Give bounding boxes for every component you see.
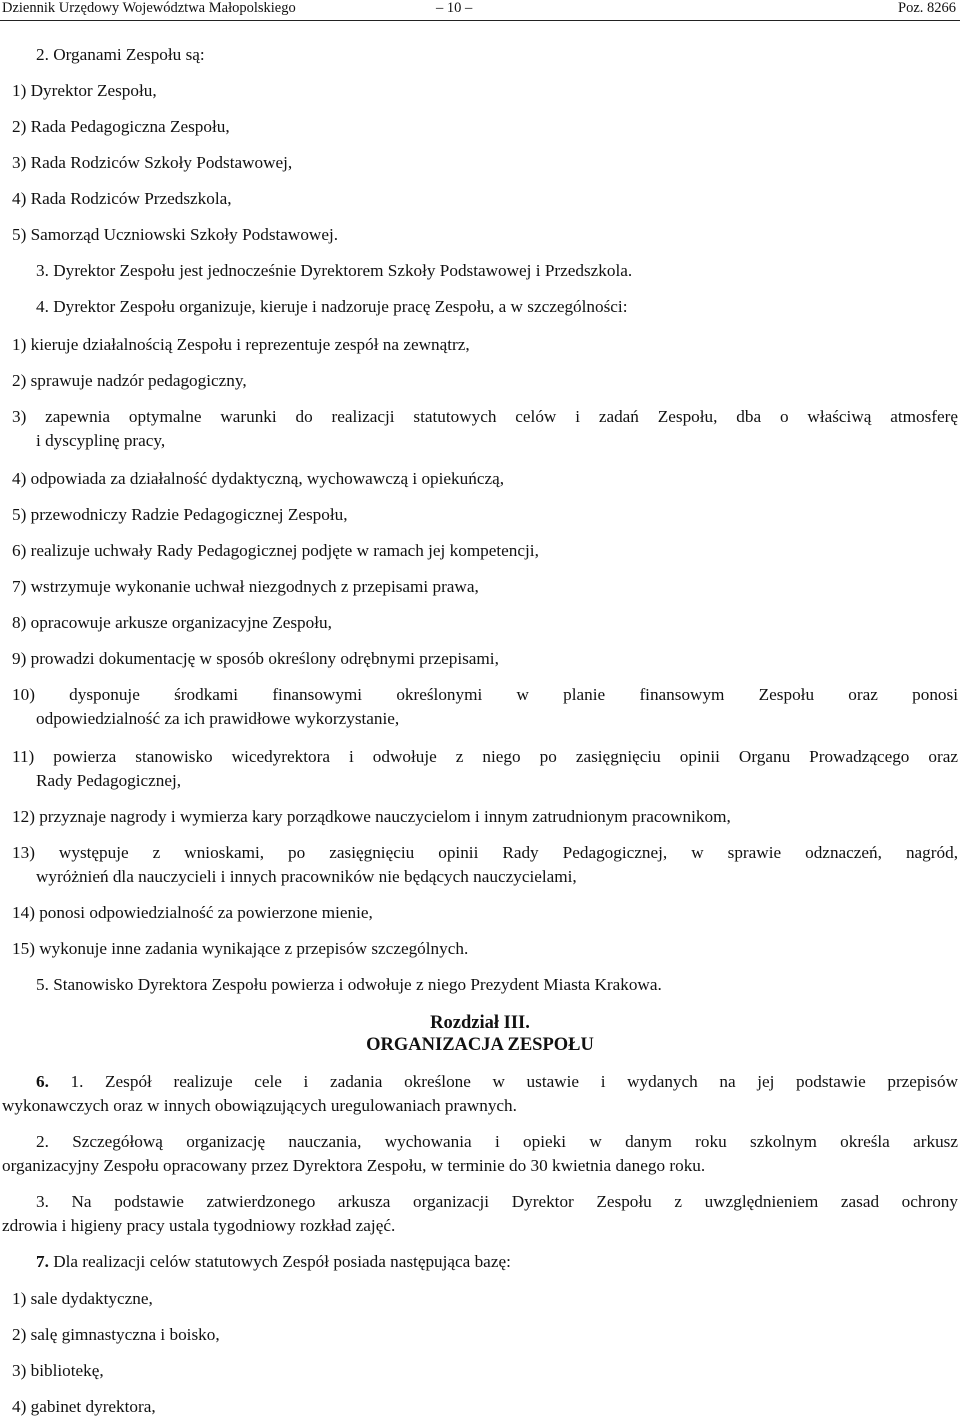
section-7-intro-line	[36, 1250, 511, 1274]
list-item-continuation: i dyscyplinę pracy,	[36, 431, 166, 450]
section-6-par-2-line: 2. Szczegółową organizację nauczania, wychowania i opieki w danym roku szkolnym określa arkusz	[36, 1132, 958, 1151]
section-6-par-3-line: 3. Na podstawie zatwierdzonego arkusza organizacji Dyrektor Zespołu z uwzględnieniem zasad ochrony	[36, 1192, 958, 1211]
list-item: 3) bibliotekę,	[12, 1361, 104, 1380]
paragraph-2-intro: 2. Organami Zespołu są:	[36, 45, 205, 64]
list-item: 8) opracowuje arkusze organizacyjne Zespołu,	[12, 613, 332, 632]
section-6-par-3-continuation: zdrowia i higieny pracy ustala tygodniowy rozkład zajęć.	[2, 1216, 396, 1235]
section-6-par-1-line	[36, 1070, 958, 1094]
paragraph-5: 5. Stanowisko Dyrektora Zespołu powierza i odwołuje z niego Prezydent Miasta Krakowa.	[36, 975, 662, 994]
list-item: 9) prowadzi dokumentację w sposób określony odrębnymi przepisami,	[12, 649, 499, 668]
list-item: 5) Samorząd Uczniowski Szkoły Podstawowej.	[12, 225, 339, 244]
page-header	[0, 0, 960, 21]
list-item: 3) Rada Rodziców Szkoły Podstawowej,	[12, 153, 293, 172]
paragraph-4-intro: 4. Dyrektor Zespołu organizuje, kieruje i nadzoruje pracę Zespołu, a w szczególności:	[36, 297, 628, 316]
position-number: Poz. 8266	[898, 0, 956, 16]
list-item-line: 13) występuje z wnioskami, po zasięgnięciu opinii Rady Pedagogicznej, w sprawie odznaczeń, nagród,	[12, 843, 958, 862]
list-item: 6) realizuje uchwały Rady Pedagogicznej podjęte w ramach jej kompetencji,	[12, 541, 539, 560]
list-item: 2) salę gimnastyczna i boisko,	[12, 1325, 220, 1344]
chapter-label: Rozdział III.	[430, 1013, 530, 1033]
list-item: 5) przewodniczy Radzie Pedagogicznej Zespołu,	[12, 505, 348, 524]
journal-title: Dziennik Urzędowy Województwa Małopolskiego	[2, 0, 296, 16]
list-item: 1) kieruje działalnością Zespołu i reprezentuje zespół na zewnątrz,	[12, 335, 470, 354]
list-item: 1) sale dydaktyczne,	[12, 1289, 153, 1308]
list-item: 4) gabinet dyrektora,	[12, 1397, 156, 1416]
list-item: 15) wykonuje inne zadania wynikające z przepisów szczególnych.	[12, 939, 469, 958]
section-7-intro: Dla realizacji celów statutowych Zespół posiada następująca bazę:	[53, 1252, 511, 1271]
section-6-par-2-continuation: organizacyjny Zespołu opracowany przez Dyrektora Zespołu, w terminie do 30 kwietnia danego roku.	[2, 1156, 706, 1175]
list-item: 1) Dyrektor Zespołu,	[12, 81, 157, 100]
list-item: 12) przyznaje nagrody i wymierza kary porządkowe nauczycielom i innym zatrudnionym pracownikom,	[12, 807, 731, 826]
list-item-line: 11) powierza stanowisko wicedyrektora i odwołuje z niego po zasięgnięciu opinii Organu Prowadzącego oraz	[12, 747, 958, 766]
list-item: 4) Rada Rodziców Przedszkola,	[12, 189, 232, 208]
paragraph-3: 3. Dyrektor Zespołu jest jednocześnie Dyrektorem Szkoły Podstawowej i Przedszkola.	[36, 261, 633, 280]
list-item-line: 10) dysponuje środkami finansowymi określonymi w planie finansowym Zespołu oraz ponosi	[12, 685, 958, 704]
list-item-continuation: odpowiedzialność za ich prawidłowe wykorzystanie,	[36, 709, 400, 728]
list-item: 2) sprawuje nadzór pedagogiczny,	[12, 371, 247, 390]
list-item: 2) Rada Pedagogiczna Zespołu,	[12, 117, 230, 136]
section-number: 6.	[36, 1072, 49, 1091]
list-item: 4) odpowiada za działalność dydaktyczną, wychowawczą i opiekuńczą,	[12, 469, 505, 488]
list-item: 14) ponosi odpowiedzialność za powierzone mienie,	[12, 903, 373, 922]
list-item-line: 3) zapewnia optymalne warunki do realizacji statutowych celów i zadań Zespołu, dba o właściwą atmosferę	[12, 407, 958, 426]
page-number: – 10 –	[436, 0, 473, 16]
section-number: 7.	[36, 1252, 49, 1271]
section-6-par-1-text: 1. Zespół realizuje cele i zadania określone w ustawie i wydanych na jej podstawie przepisów	[70, 1072, 959, 1091]
list-item-continuation: Rady Pedagogicznej,	[36, 771, 182, 790]
list-item-continuation: wyróżnień dla nauczycieli i innych pracowników nie będących nauczycielami,	[36, 867, 577, 886]
list-item: 7) wstrzymuje wykonanie uchwał niezgodnych z przepisami prawa,	[12, 577, 479, 596]
chapter-title: ORGANIZACJA ZESPOŁU	[366, 1035, 594, 1055]
section-6-par-1-continuation: wykonawczych oraz w innych obowiązujących uregulowaniach prawnych.	[2, 1096, 517, 1115]
